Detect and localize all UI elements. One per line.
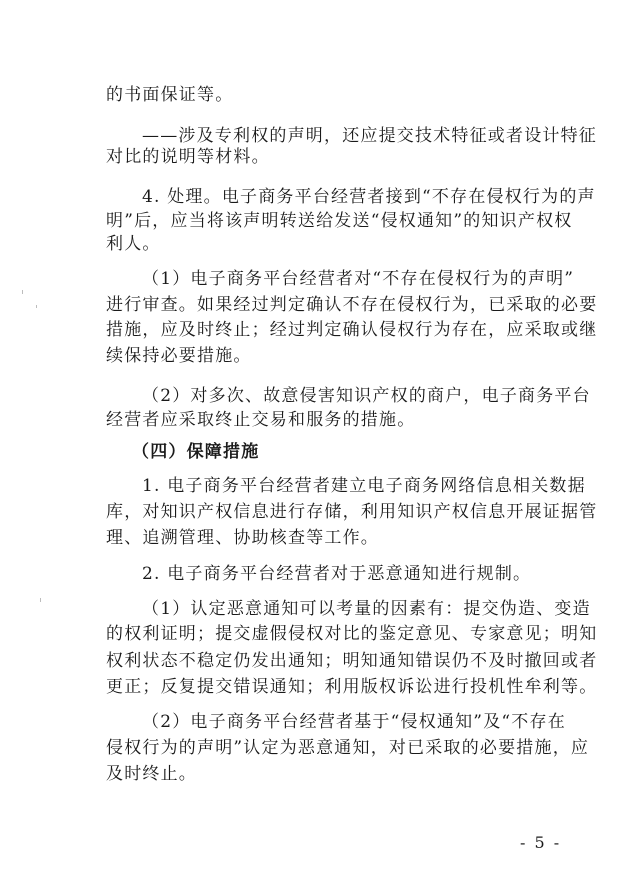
text-line: 权利状态不稳定仍发出通知；明知通知错误仍不及时撤回或者 (106, 651, 598, 671)
text-line: ——涉及专利权的声明，还应提交技术特征或者设计特征 (142, 126, 597, 146)
text-line: 的权利证明；提交虚假侵权对比的鉴定意见、专家意见；明知 (106, 624, 598, 644)
page-number: - 5 - (520, 833, 562, 852)
text-line: 2. 电子商务平台经营者对于恶意通知进行规制。 (142, 564, 532, 584)
text-line: 对比的说明等材料。 (106, 147, 270, 167)
text-line: 侵权行为的声明”认定为恶意通知，对已采取的必要措施，应 (106, 738, 590, 758)
scan-mark (22, 290, 23, 294)
text-line: 1. 电子商务平台经营者建立电子商务网络信息相关数据 (142, 476, 586, 496)
text-line: 及时终止。 (106, 764, 197, 784)
text-line: （1）电子商务平台经营者对“不存在侵权行为的声明” (142, 269, 575, 289)
text-line: 经营者应采取终止交易和服务的措施。 (106, 410, 416, 430)
text-line: 库，对知识产权信息进行存储，利用知识产权信息开展证据管 (106, 502, 598, 522)
text-line: 更正；反复提交错误通知；利用版权诉讼进行投机性牟利等。 (106, 677, 598, 697)
text-line: 措施，应及时终止；经过判定确认侵权行为存在，应采取或继 (106, 320, 598, 340)
text-line: 理、追溯管理、协助核查等工作。 (106, 528, 379, 548)
scan-mark (40, 598, 41, 602)
scan-mark (36, 305, 37, 308)
section-heading: （四）保障措施 (132, 442, 260, 462)
text-line: 明”后，应当将该声明转送给发送“侵权通知”的知识产权权 (106, 211, 573, 231)
text-line: （2）电子商务平台经营者基于“侵权通知”及“不存在 (142, 712, 566, 732)
text-line: 4. 处理。电子商务平台经营者接到“不存在侵权行为的声 (142, 187, 596, 207)
text-line: （1）认定恶意通知可以考量的因素有：提交伪造、变造 (142, 599, 591, 619)
text-line: 进行审查。如果经过判定确认不存在侵权行为，已采取的必要 (106, 295, 598, 315)
text-line: 的书面保证等。 (106, 85, 234, 105)
text-line: 续保持必要措施。 (106, 346, 252, 366)
text-line: 利人。 (106, 234, 161, 254)
text-line: （2）对多次、故意侵害知识产权的商户，电子商务平台 (142, 386, 591, 406)
